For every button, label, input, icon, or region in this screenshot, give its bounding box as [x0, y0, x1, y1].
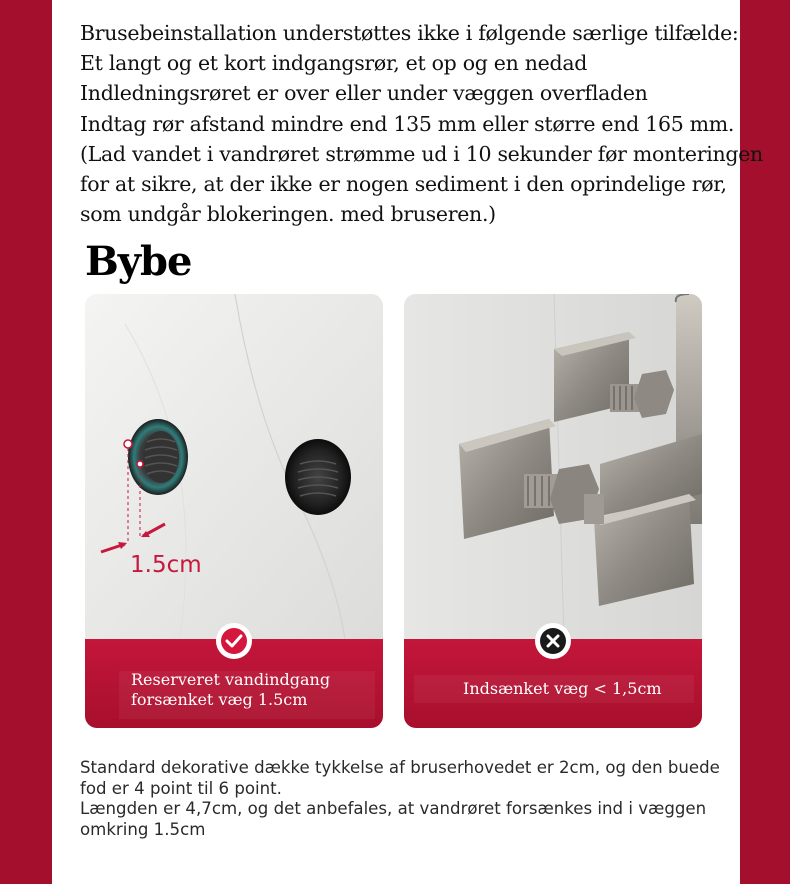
intro-line: Indledningsrøret er over eller under væggen overfladen [80, 81, 648, 106]
intro-line: for at sikre, at der ikke er nogen sediment i den oprindelige rør, [80, 171, 727, 196]
cross-icon [534, 622, 572, 660]
correct-installation-card [85, 294, 383, 728]
caption-line: Indsænket væg < 1,5cm [463, 679, 662, 698]
intro-line: (Lad vandet i vandrøret strømme ud i 10 sekunder før monteringen [80, 141, 763, 166]
cross-badge [534, 622, 572, 660]
intro-line: Indtag rør afstand mindre end 135 mm eller større end 165 mm. [80, 111, 735, 136]
footer-line: Standard dekorative dække tykkelse af bruserhovedet er 2cm, og den buede [80, 758, 720, 777]
incorrect-installation-card [404, 294, 702, 728]
footer-line: fod er 4 point til 6 point. [80, 778, 282, 798]
dimension-label: 1.5cm [130, 552, 202, 578]
check-icon [215, 622, 253, 660]
caption-line: Reserveret vandindgang [131, 670, 331, 689]
section-title: Bybe [85, 238, 192, 285]
intro-line: som undgår blokeringen. med bruseren.) [80, 202, 496, 227]
intro-text-block [80, 18, 780, 229]
footer-line: Længden er 4,7cm, og det anbefales, at vandrøret forsænkes ind i væggen [80, 799, 707, 818]
intro-line: Brusebeinstallation understøttes ikke i følgende særlige tilfælde: [80, 21, 739, 45]
check-badge [215, 622, 253, 660]
intro-line: Et langt og et kort indgangsrør, et op og en nedad [80, 51, 588, 76]
footer-line: omkring 1.5cm [80, 819, 206, 839]
footer-text-block [80, 758, 770, 840]
caption-line: forsænket væg 1.5cm [131, 690, 308, 709]
